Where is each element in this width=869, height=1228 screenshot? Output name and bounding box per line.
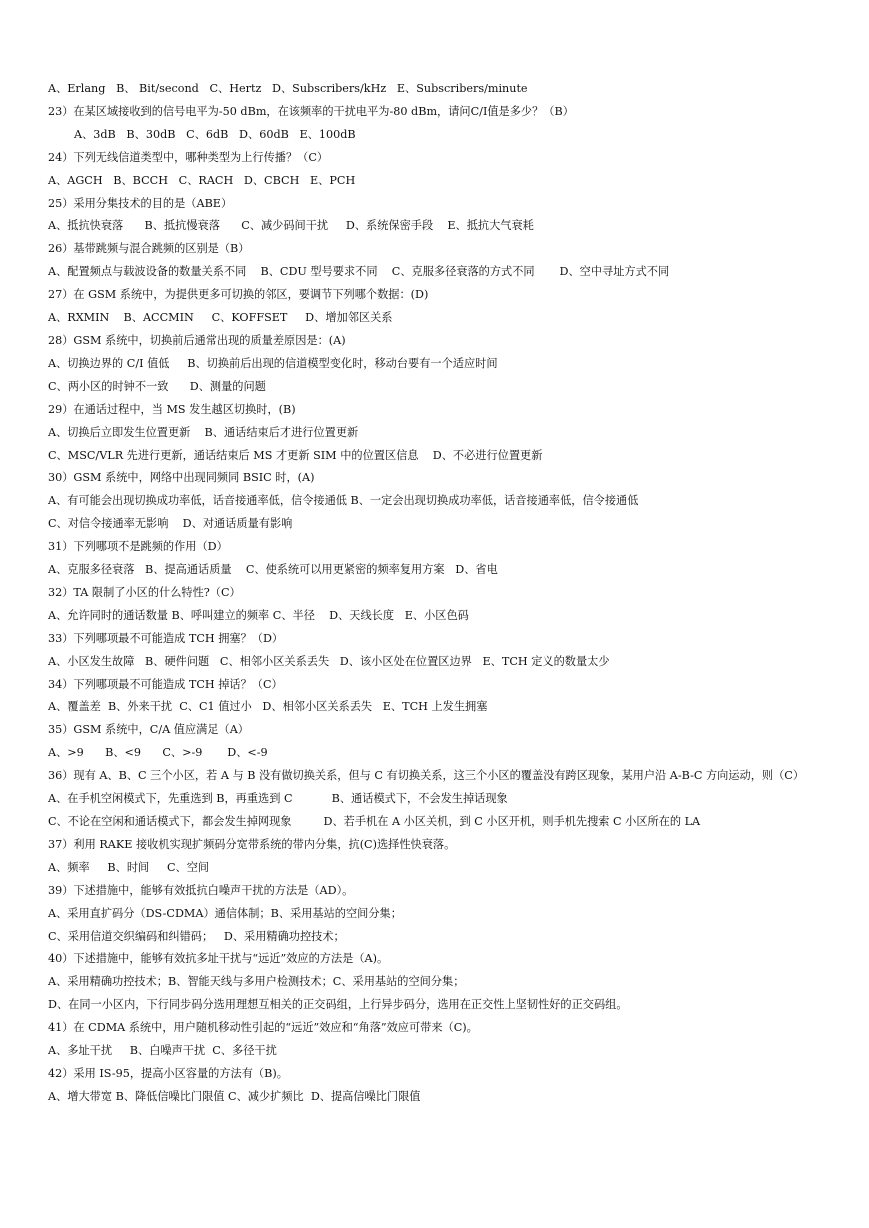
question-25: 25）采用分集技术的目的是（ABE） <box>48 196 233 210</box>
question-41: 41）在 CDMA 系统中，用户随机移动性引起的“远近”效应和“角落”效应可带来（C)。 <box>48 1021 478 1035</box>
options-line: C、MSC/VLR 先进行更新，通话结束后 MS 才更新 SIM 中的位置区信息 D、不必进行位置更新 <box>48 448 543 462</box>
question-34: 34）下列哪项最不可能造成 TCH 掉话？（C） <box>48 677 283 691</box>
options-line: A、切换后立即发生位置更新 B、通话结束后才进行位置更新 <box>48 425 359 439</box>
options-line: A、采用直扩码分（DS-CDMA）通信体制；B、采用基站的空间分集； <box>48 906 402 920</box>
question-40: 40）下述措施中，能够有效抗多址干扰与“远近”效应的方法是（A)。 <box>48 952 389 966</box>
question-37: 37）利用 RAKE 接收机实现扩频码分宽带系统的带内分集，抗(C)选择性快衰落。 <box>48 837 456 851</box>
options-line: A、3dB B、30dB C、6dB D、60dB E、100dB <box>74 127 356 141</box>
options-line: A、RXMIN B、ACCMIN C、KOFFSET D、增加邻区关系 <box>48 311 393 325</box>
options-line: C、对信令接通率无影响 D、对通话质量有影响 <box>48 517 293 531</box>
options-line: A、多址干扰 B、白噪声干扰 C、多径干扰 <box>48 1044 277 1058</box>
question-39: 39）下述措施中，能够有效抵抗白噪声干扰的方法是（AD）。 <box>48 883 354 897</box>
options-line: A、配置频点与载波设备的数量关系不同 B、CDU 型号要求不同 C、克服多径衰落的方式不同 D、空中寻址方式不同 <box>48 265 670 279</box>
document-body <box>48 78 838 1109</box>
question-36: 36）现有 A、B、C 三个小区，若 A 与 B 没有做切换关系，但与 C 有切换关系，这三个小区的覆盖没有跨区现象，某用户沿 A-B-C 方向运动，则（C） <box>48 769 805 783</box>
options-line: A、小区发生故障 B、硬件问题 C、相邻小区关系丢失 D、该小区处在位置区边界 E、TCH 定义的数量太少 <box>48 654 610 668</box>
options-line: C、两小区的时钟不一致 D、测量的问题 <box>48 379 266 393</box>
question-28: 28）GSM 系统中，切换前后通常出现的质量差原因是：(A) <box>48 333 346 347</box>
question-35: 35）GSM 系统中，C/A 值应满足（A） <box>48 723 249 737</box>
options-line: A、>9 B、<9 C、>-9 D、<-9 <box>48 746 268 760</box>
question-42: 42）采用 IS-95，提高小区容量的方法有（B)。 <box>48 1066 288 1080</box>
options-line: A、克服多径衰落 B、提高通话质量 C、使系统可以用更紧密的频率复用方案 D、省电 <box>48 563 498 577</box>
options-line: A、切换边界的 C/I 值低 B、切换前后出现的信道模型变化时，移动台要有一个适应时间 <box>48 356 498 370</box>
options-line: A、覆盖差 B、外来干扰 C、C1 值过小 D、相邻小区关系丢失 E、TCH 上发生拥塞 <box>48 700 488 714</box>
question-23: 23）在某区域接收到的信号电平为-50 dBm，在该频率的干扰电平为-80 dBm，请问C/I值是多少？（B） <box>48 104 574 118</box>
question-31: 31）下列哪项不是跳频的作用（D） <box>48 540 228 554</box>
options-line: D、在同一小区内，下行同步码分选用理想互相关的正交码组，上行异步码分，选用在正交性上坚韧性好的正交码组。 <box>48 998 628 1012</box>
question-26: 26）基带跳频与混合跳频的区别是（B） <box>48 242 250 256</box>
options-line: C、采用信道交织编码和纠错码； D、采用精确功控技术； <box>48 929 345 943</box>
question-33: 33）下列哪项最不可能造成 TCH 拥塞？（D） <box>48 631 284 645</box>
options-line: A、Erlang B、 Bit/second C、Hertz D、Subscribers/kHz E、Subscribers/minute <box>48 82 528 95</box>
options-line: A、有可能会出现切换成功率低，话音接通率低，信令接通低 B、一定会出现切换成功率低，话音接通率低，信令接通低 <box>48 494 639 508</box>
options-line: C、不论在空闲和通话模式下，都会发生掉网现象 D、若手机在 A 小区关机，到 C 小区开机，则手机先搜索 C 小区所在的 LA <box>48 815 701 828</box>
options-line: A、允许同时的通话数量 B、呼叫建立的频率 C、半径 D、天线长度 E、小区色码 <box>48 608 469 622</box>
options-line: A、频率 B、时间 C、空间 <box>48 860 210 874</box>
options-line: A、增大带宽 B、降低信噪比门限值 C、减少扩频比 D、提高信噪比门限值 <box>48 1089 421 1103</box>
question-32: 32）TA 限制了小区的什么特性?（C） <box>48 585 241 599</box>
question-27: 27）在 GSM 系统中，为提供更多可切换的邻区，要调节下列哪个数据：(D) <box>48 288 429 302</box>
question-29: 29）在通话过程中，当 MS 发生越区切换时，(B) <box>48 402 296 416</box>
options-line: A、在手机空闲模式下，先重选到 B，再重选到 C B、通话模式下，不会发生掉话现象 <box>48 792 508 806</box>
question-24: 24）下列无线信道类型中，哪种类型为上行传播？（C） <box>48 150 329 164</box>
question-30: 30）GSM 系统中，网络中出现同频同 BSIC 时，(A) <box>48 471 315 485</box>
options-line: A、抵抗快衰落 B、抵抗慢衰落 C、减少码间干扰 D、系统保密手段 E、抵抗大气衰耗 <box>48 219 534 233</box>
options-line: A、采用精确功控技术；B、智能天线与多用户检测技术；C、采用基站的空间分集； <box>48 975 465 989</box>
options-line: A、AGCH B、BCCH C、RACH D、CBCH E、PCH <box>48 173 356 187</box>
